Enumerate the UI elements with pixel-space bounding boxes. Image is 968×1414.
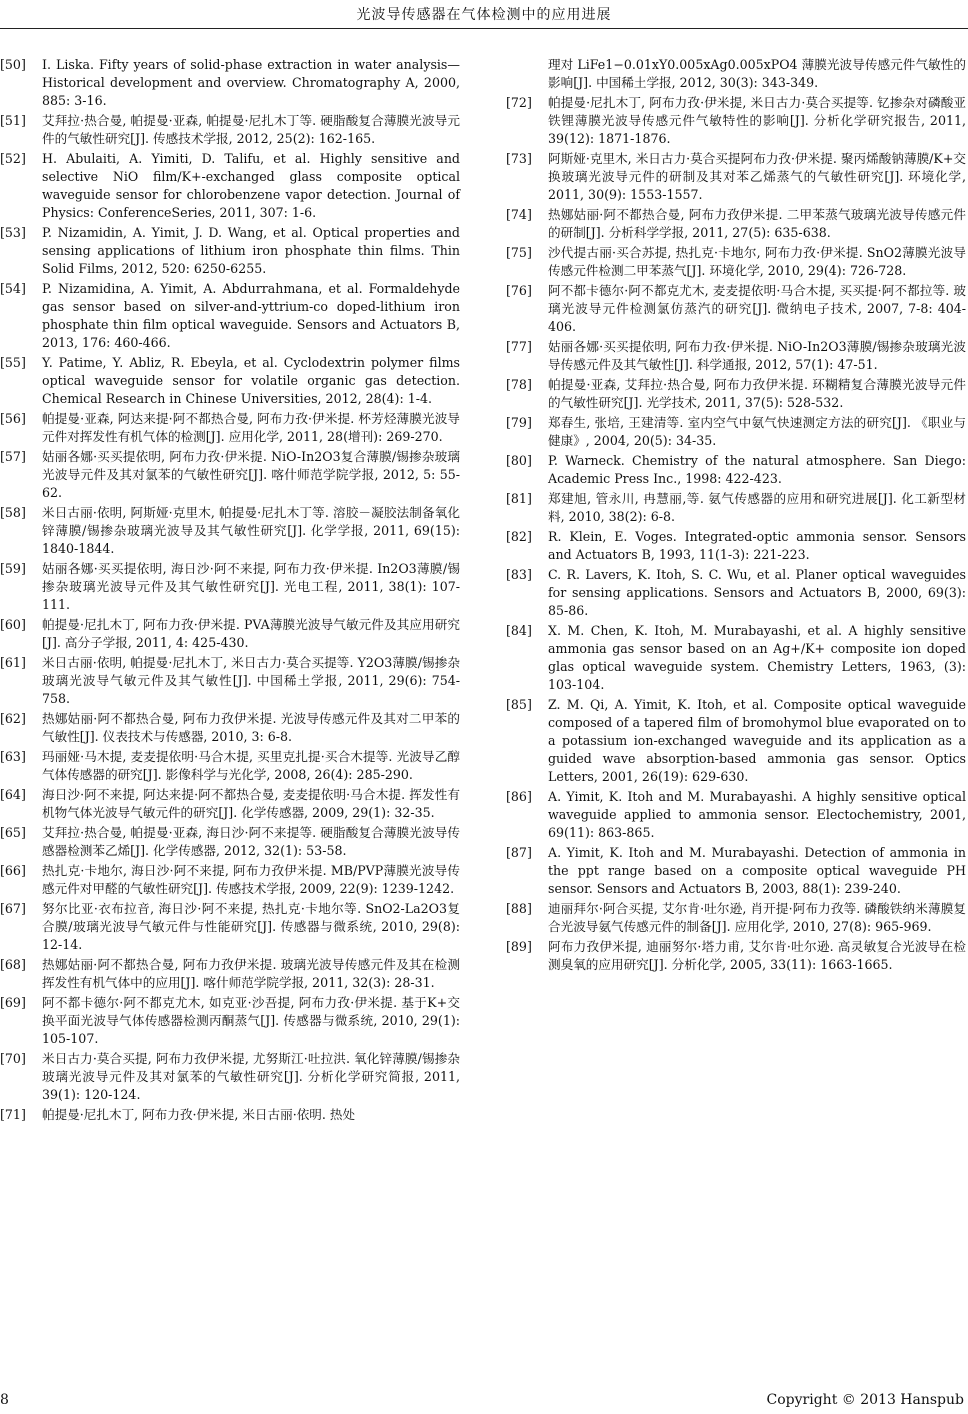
reference-text: 郑建旭, 管永川, 冉慧丽,等. 氨气传感器的应用和研究进展[J]. 化工新型材料, 2010, 38(2): 6-8. (548, 491, 966, 524)
reference-text: 理对 LiFe1−0.01xY0.005xAg0.005xPO4 薄膜光波导传感元件气敏性的影响[J]. 中国稀土学报, 2012, 30(3): 343-349. (548, 57, 966, 90)
reference-number: [56] (0, 411, 26, 426)
reference-number: [80] (506, 453, 532, 468)
reference-entry (0, 56, 460, 110)
reference-entry (0, 824, 460, 860)
reference-entry (0, 1050, 460, 1104)
reference-text: 米日古丽·依明, 阿斯娅·克里木, 帕提曼·尼扎木丁等. 溶胶－凝胶法制备氧化锌薄膜/锡掺杂玻璃光波导及其气敏性研究[J]. 化学学报, 2011, 69(15): 1840-1844. (42, 505, 460, 556)
reference-number: [65] (0, 825, 26, 840)
reference-text: Z. M. Qi, A. Yimit, K. Itoh, et al. Composite optical waveguide composed of a tapered film of bromohymol blue evaporated on to a potassium ion-exchanged waveguide and its application as a guided wave absorption-based ammonia gas sensor. Optics Letters, 2001, 26(19): 629-630. (548, 697, 966, 784)
reference-entry (0, 224, 460, 278)
reference-text: 阿不都卡德尔·阿不都克尤木, 如克亚·沙吾提, 阿布力孜·伊米提. 基于K+交换平面光波导气体传感器检测丙酮蒸气[J]. 传感器与微系统, 2010, 29(1): 105-107. (42, 995, 460, 1046)
reference-text: 帕提曼·尼扎木丁, 阿布力孜·伊米提, 米日古丽·依明. 热处 (42, 1107, 356, 1122)
reference-text: A. Yimit, K. Itoh and M. Murabayashi. A highly sensitive optical waveguide applied to ammonia sensor. Electochemistry, 2001, 69(11): 863-865. (548, 789, 966, 840)
reference-number: [58] (0, 505, 26, 520)
page-number: 8 (0, 1392, 9, 1408)
reference-entry (506, 844, 966, 898)
reference-entry (0, 956, 460, 992)
reference-entry (0, 748, 460, 784)
references-left-column (0, 56, 460, 1126)
reference-text: 沙代提古丽·买合苏提, 热扎克·卡地尔, 阿布力孜·伊米提. SnO2薄膜光波导传感元件检测二甲苯蒸气[J]. 环境化学, 2010, 29(4): 726-728. (548, 245, 966, 278)
reference-entry (0, 560, 460, 614)
reference-entry (0, 150, 460, 222)
reference-number: [86] (506, 789, 532, 804)
reference-number: [70] (0, 1051, 26, 1066)
reference-number: [77] (506, 339, 532, 354)
reference-text: P. Nizamidina, A. Yimit, A. Abdurrahmana, et al. Formaldehyde gas sensor based on silver-and-yttrium-co doped-lithium iron phosphate thin film optical waveguide. Sensors and Actuators B, 2013, 176: 460-466. (42, 281, 460, 350)
reference-number: [61] (0, 655, 26, 670)
reference-number: [75] (506, 245, 532, 260)
reference-text: 热娜姑丽·阿不都热合曼, 阿布力孜伊米提. 玻璃光波导传感元件及其在检测挥发性有机气体中的应用[J]. 喀什师范学院学报, 2011, 32(3): 28-31. (42, 957, 460, 990)
reference-entry (506, 566, 966, 620)
reference-entry (0, 354, 460, 408)
reference-number: [59] (0, 561, 26, 576)
reference-text: 米日古丽·依明, 帕提曼·尼扎木丁, 米日古力·莫合买提等. Y2O3薄膜/锡掺杂玻璃光波导气敏元件及其气敏性[J]. 中国稀土学报, 2011, 29(6): 754-758. (42, 655, 460, 706)
reference-entry (0, 410, 460, 446)
reference-number: [51] (0, 113, 26, 128)
reference-entry (506, 338, 966, 374)
reference-number: [62] (0, 711, 26, 726)
reference-entry (0, 786, 460, 822)
reference-text: I. Liska. Fifty years of solid-phase extraction in water analysis—Historical development and overview. Chromatography A, 2000, 885: 3-16. (42, 57, 460, 108)
reference-entry (506, 282, 966, 336)
reference-text: 米日古力·莫合买提, 阿布力孜伊米提, 尤努斯江·吐拉洪. 氧化锌薄膜/锡掺杂玻璃光波导元件及其对氯苯的气敏性研究[J]. 分析化学研究简报, 2011, 39(1): 120-124. (42, 1051, 460, 1102)
reference-number: [64] (0, 787, 26, 802)
reference-text: 玛丽娅·马木提, 麦麦提依明·马合木提, 买里克扎提·买合木提等. 光波导乙醇气体传感器的研究[J]. 影像科学与光化学, 2008, 26(4): 285-290. (42, 749, 460, 782)
reference-entry (0, 654, 460, 708)
reference-number: [88] (506, 901, 532, 916)
reference-text: 热娜姑丽·阿不都热合曼, 阿布力孜伊米提. 二甲苯蒸气玻璃光波导传感元件的研制[J]. 分析科学学报, 2011, 27(5): 635-638. (548, 207, 966, 240)
reference-number: [87] (506, 845, 532, 860)
reference-text: R. Klein, E. Voges. Integrated-optic ammonia sensor. Sensors and Actuators B, 1993, 11(1-3): 221-223. (548, 529, 966, 562)
reference-number: [84] (506, 623, 532, 638)
running-header-title: 光波导传感器在气体检测中的应用进展 (356, 7, 612, 23)
reference-text: 阿布力孜伊米提, 迪丽努尔·塔力甫, 艾尔肯·吐尔逊. 高灵敏复合光波导在检测臭氧的应用研究[J]. 分析化学, 2005, 33(11): 1663-1665. (548, 939, 966, 972)
reference-text: 艾拜拉·热合曼, 帕提曼·亚森, 海日沙·阿不来提等. 硬脂酸复合薄膜光波导传感器检测苯乙烯[J]. 化学传感器, 2012, 32(1): 53-58. (42, 825, 460, 858)
reference-entry (0, 504, 460, 558)
reference-text: 郑春生, 张培, 王建清等. 室内空气中氨气快速测定方法的研究[J]. 《职业与健康》, 2004, 20(5): 34-35. (548, 415, 966, 448)
reference-entry (506, 696, 966, 786)
reference-number: [78] (506, 377, 532, 392)
reference-entry (0, 900, 460, 954)
reference-text: 努尔比亚·衣布拉音, 海日沙·阿不来提, 热扎克·卡地尔等. SnO2-La2O3复合膜/玻璃光波导气敏元件与性能研究[J]. 传感器与微系统, 2010, 29(8): 12-14. (42, 901, 460, 952)
reference-number: [68] (0, 957, 26, 972)
reference-text: 热扎克·卡地尔, 海日沙·阿不来提, 阿布力孜伊米提. MB/PVP薄膜光波导传感元件对甲醛的气敏性研究[J]. 传感技术学报, 2009, 22(9): 1239-1242. (42, 863, 460, 896)
reference-number: [89] (506, 939, 532, 954)
reference-number: [83] (506, 567, 532, 582)
reference-text: 帕提曼·尼扎木丁, 阿布力孜·伊米提. PVA薄膜光波导气敏元件及其应用研究[J]. 高分子学报, 2011, 4: 425-430. (42, 617, 460, 650)
reference-number: [69] (0, 995, 26, 1010)
reference-text: 迪丽拜尔·阿合买提, 艾尔肯·吐尔逊, 肖开提·阿布力孜等. 磷酸铁纳米薄膜复合光波导氨气传感元件的制备[J]. 应用化学, 2010, 27(8): 965-969. (548, 901, 966, 934)
reference-number: [60] (0, 617, 26, 632)
reference-entry (506, 376, 966, 412)
reference-number: [74] (506, 207, 532, 222)
reference-text: A. Yimit, K. Itoh and M. Murabayashi. Detection of ammonia in the ppt range based on a composite optical waveguide PH sensor. Sensors and Actuators B, 2003, 88(1): 239-240. (548, 845, 966, 896)
reference-number: [55] (0, 355, 26, 370)
reference-continuation (506, 56, 966, 92)
reference-number: [79] (506, 415, 532, 430)
reference-number: [72] (506, 95, 532, 110)
reference-text: 阿斯娅·克里木, 米日古力·莫合买提阿布力孜·伊米提. 聚丙烯酸钠薄膜/K+交换玻璃光波导元件的研制及其对苯乙烯蒸气的气敏性研究[J]. 环境化学, 2011, 30(9): 1553-1557. (548, 151, 966, 202)
reference-entry (0, 710, 460, 746)
reference-number: [53] (0, 225, 26, 240)
reference-number: [71] (0, 1107, 26, 1122)
reference-text: 帕提曼·亚森, 艾拜拉·热合曼, 阿布力孜伊米提. 环糊精复合薄膜光波导元件的气敏性研究[J]. 光学技术, 2011, 37(5): 528-532. (548, 377, 966, 410)
reference-number: [54] (0, 281, 26, 296)
header-rule (0, 28, 968, 29)
copyright-notice: Copyright © 2013 Hanspub (766, 1392, 964, 1408)
reference-text: Y. Patime, Y. Abliz, R. Ebeyla, et al. Cyclodextrin polymer films optical waveguide sensor for volatile organic gas detection. Chemical Research in Chinese Universities, 2012, 28(4): 1-4. (42, 355, 460, 406)
reference-number: [52] (0, 151, 26, 166)
reference-number: [82] (506, 529, 532, 544)
reference-number: [85] (506, 697, 532, 712)
reference-text: 热娜姑丽·阿不都热合曼, 阿布力孜伊米提. 光波导传感元件及其对二甲苯的气敏性[J]. 仪表技术与传感器, 2010, 3: 6-8. (42, 711, 460, 744)
reference-entry (506, 244, 966, 280)
reference-entry (0, 616, 460, 652)
reference-text: P. Warneck. Chemistry of the natural atmosphere. San Diego: Academic Press Inc., 1998: 422-423. (548, 453, 966, 486)
reference-number: [67] (0, 901, 26, 916)
reference-text: H. Abulaiti, A. Yimiti, D. Talifu, et al. Highly sensitive and selective NiO film/K+-exchanged glass composite optical waveguide sensor for chlorobenzene vapor detection. Journal of Physics: ConferenceSeries, 2011, 307: 1-6. (42, 151, 460, 220)
reference-entry (506, 452, 966, 488)
reference-entry (0, 112, 460, 148)
reference-number: [66] (0, 863, 26, 878)
reference-entry (0, 280, 460, 352)
reference-text: 姑丽各娜·买买提依明, 阿布力孜·伊米提. NiO-In2O3复合薄膜/锡掺杂玻璃光波导元件及其对氯苯的气敏性研究[J]. 喀什师范学院学报, 2012, 5: 55-62. (42, 449, 460, 500)
reference-entry (506, 490, 966, 526)
reference-number: [63] (0, 749, 26, 764)
reference-entry (0, 1106, 460, 1124)
reference-text: C. R. Lavers, K. Itoh, S. C. Wu, et al. Planer optical waveguides for sensing applications. Sensors and Actuators B, 2000, 69(3): 85-86. (548, 567, 966, 618)
reference-entry (506, 622, 966, 694)
references-right-column (506, 56, 966, 976)
reference-text: 帕提曼·亚森, 阿达来提·阿不都热合曼, 阿布力孜·伊米提. 杯芳烃薄膜光波导元件对挥发性有机气体的检测[J]. 应用化学, 2011, 28(增刊): 269-270. (42, 411, 460, 444)
reference-entry (506, 206, 966, 242)
reference-number: [81] (506, 491, 532, 506)
reference-text: 帕提曼·尼扎木丁, 阿布力孜·伊米提, 米日古力·莫合买提等. 钇掺杂对磷酸亚铁锂薄膜光波导传感元件气敏特性的影响[J]. 分析化学研究报告, 2011, 39(12): 1871-1876. (548, 95, 966, 146)
reference-entry (506, 788, 966, 842)
reference-entry (506, 528, 966, 564)
reference-entry (506, 900, 966, 936)
reference-number: [76] (506, 283, 532, 298)
reference-entry (506, 938, 966, 974)
reference-text: P. Nizamidin, A. Yimit, J. D. Wang, et al. Optical properties and sensing applications of lithium iron phosphate thin films. Thin Solid Films, 2012, 520: 6250-6255. (42, 225, 460, 276)
reference-text: 姑丽各娜·买买提依明, 海日沙·阿不来提, 阿布力孜·伊米提. In2O3薄膜/锡掺杂玻璃光波导元件及其气敏性研究[J]. 光电工程, 2011, 38(1): 107-111. (42, 561, 460, 612)
reference-entry (506, 414, 966, 450)
reference-entry (506, 150, 966, 204)
reference-number: [50] (0, 57, 26, 72)
reference-text: 阿不都卡德尔·阿不都克尤木, 麦麦提依明·马合木提, 买买提·阿不都拉等. 玻璃光波导元件检测氯仿蒸汽的研究[J]. 微纳电子技术, 2007, 7-8: 404-406. (548, 283, 966, 334)
reference-entry (0, 994, 460, 1048)
reference-text: X. M. Chen, K. Itoh, M. Murabayashi, et al. A highly sensitive ammonia gas sensor based on an Ag+/K+ composite ion doped glas optical waveguide system. Chemistry Letters, 1963, (3): 103-104. (548, 623, 966, 692)
reference-text: 海日沙·阿不来提, 阿达来提·阿不都热合曼, 麦麦提依明·马合木提. 挥发性有机物气体光波导气敏元件的研究[J]. 化学传感器, 2009, 29(1): 32-35. (42, 787, 460, 820)
reference-text: 艾拜拉·热合曼, 帕提曼·亚森, 帕提曼·尼扎木丁等. 硬脂酸复合薄膜光波导元件的气敏性研究[J]. 传感技术学报, 2012, 25(2): 162-165. (42, 113, 460, 146)
reference-entry (506, 94, 966, 148)
reference-text: 姑丽各娜·买买提依明, 阿布力孜·伊米提. NiO-In2O3薄膜/锡掺杂玻璃光波导传感元件及其气敏性[J]. 科学通报, 2012, 57(1): 47-51. (548, 339, 966, 372)
reference-entry (0, 448, 460, 502)
reference-number: [73] (506, 151, 532, 166)
reference-number: [57] (0, 449, 26, 464)
reference-entry (0, 862, 460, 898)
